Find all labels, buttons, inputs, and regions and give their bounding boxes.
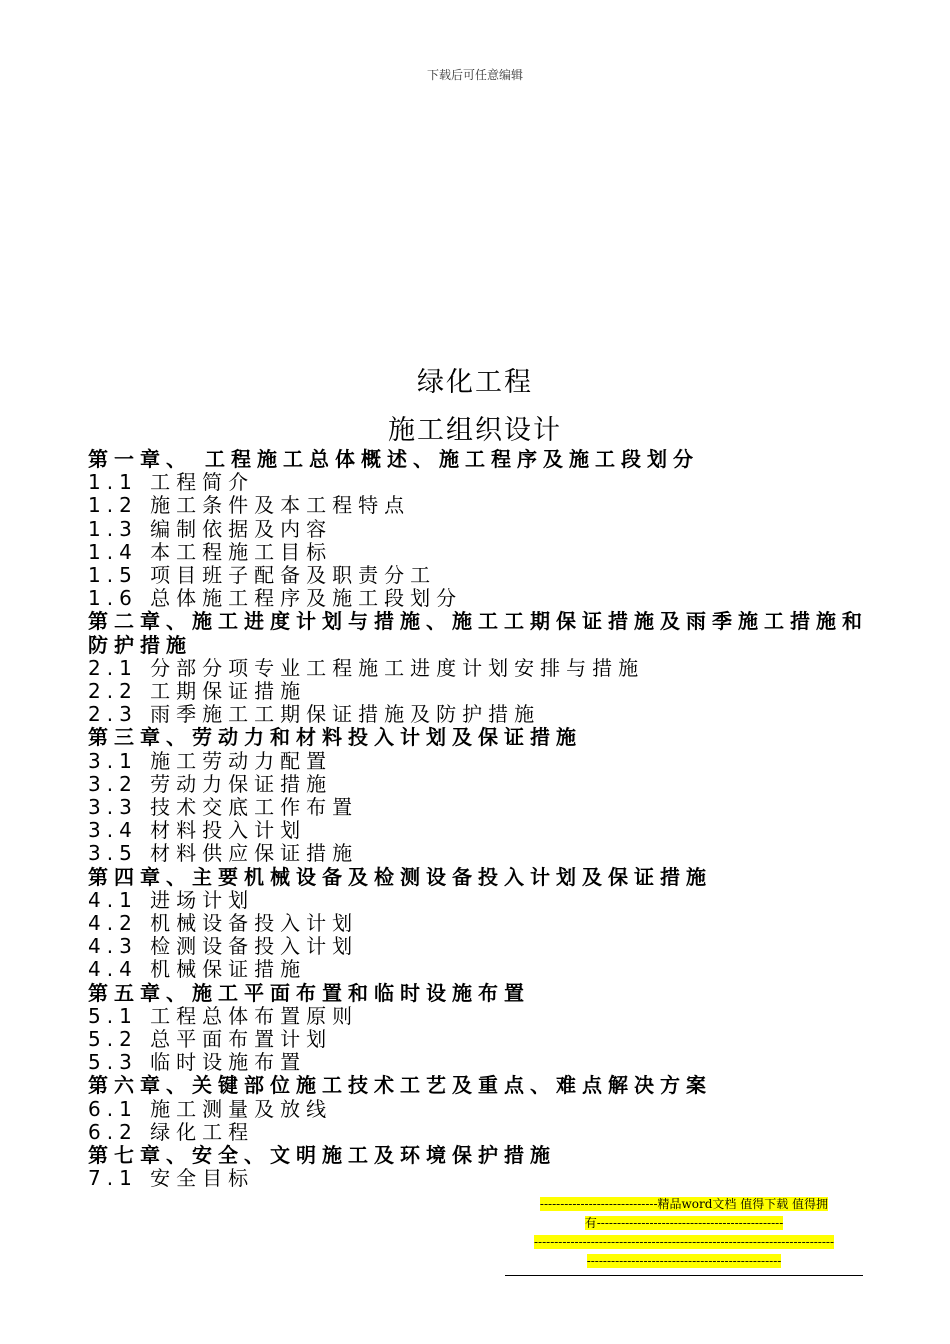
footer-watermark-box <box>505 1195 863 1276</box>
toc-chapter: 第六章、关键部位施工技术工艺及重点、难点解决方案 <box>88 1073 712 1098</box>
toc-item: 2.1 分部分项专业工程施工进度计划安排与措施 <box>88 655 645 680</box>
footer-line <box>505 1233 863 1252</box>
document-title: 绿化工程 <box>417 367 533 398</box>
toc-item: 5.2 总平面布置计划 <box>88 1027 333 1052</box>
footer-line <box>505 1252 863 1271</box>
footer-highlight: -------------------------------------------------------------------------- <box>533 1235 835 1249</box>
toc-item: 1.5 项目班子配备及职责分工 <box>88 563 437 588</box>
toc-item: 3.5 材料供应保证措施 <box>88 841 359 866</box>
toc-item: 3.3 技术交底工作布置 <box>88 795 359 820</box>
toc-chapter: 第一章、 工程施工总体概述、施工程序及施工段划分 <box>88 447 699 471</box>
toc-item: 3.2 劳动力保证措施 <box>88 771 333 796</box>
toc-item: 1.2 施工条件及本工程特点 <box>88 493 411 518</box>
toc-item: 6.2 绿化工程 <box>88 1119 255 1144</box>
footer-highlight: 有---------------------------------------------- <box>584 1216 784 1230</box>
toc-item: 1.4 本工程施工目标 <box>88 539 333 564</box>
document-subtitle: 施工组织设计 <box>388 415 562 446</box>
toc-chapter: 第三章、劳动力和材料投入计划及保证措施 <box>88 725 582 750</box>
toc-item: 3.1 施工劳动力配置 <box>88 748 333 773</box>
toc-item: 4.3 检测设备投入计划 <box>88 934 359 959</box>
toc-item: 4.4 机械保证措施 <box>88 957 307 982</box>
toc-item: 6.1 施工测量及放线 <box>88 1096 333 1121</box>
toc-chapter: 第七章、安全、文明施工及环境保护措施 <box>88 1143 556 1168</box>
toc-item: 3.4 材料投入计划 <box>88 818 307 843</box>
toc-item: 4.1 进场计划 <box>88 887 255 912</box>
toc-chapter: 第五章、施工平面布置和临时设施布置 <box>88 980 530 1005</box>
toc-item: 7.1 安全目标 <box>88 1166 255 1191</box>
toc-item: 1.3 编制依据及内容 <box>88 516 333 541</box>
toc-item: 5.1 工程总体布置原则 <box>88 1003 359 1028</box>
toc-chapter: 第二章、施工进度计划与措施、施工工期保证措施及雨季施工措施和防护措施 <box>88 609 868 657</box>
toc-item: 1.1 工程简介 <box>88 470 255 495</box>
toc-chapter: 第四章、主要机械设备及检测设备投入计划及保证措施 <box>88 864 712 889</box>
toc-item: 2.2 工期保证措施 <box>88 679 307 704</box>
footer-highlight: -----------------------------精品word文档 值得下载 值得拥 <box>539 1197 829 1211</box>
header-note: 下载后可任意编辑 <box>426 68 523 82</box>
footer-line <box>505 1214 863 1233</box>
table-of-contents <box>88 448 868 1191</box>
toc-item: 1.6 总体施工程序及施工段划分 <box>88 586 463 611</box>
footer-highlight: ------------------------------------------------ <box>586 1254 782 1268</box>
toc-item: 2.3 雨季施工工期保证措施及防护措施 <box>88 702 541 727</box>
toc-item: 5.3 临时设施布置 <box>88 1050 307 1075</box>
toc-item: 4.2 机械设备投入计划 <box>88 911 359 936</box>
footer-line <box>505 1195 863 1214</box>
